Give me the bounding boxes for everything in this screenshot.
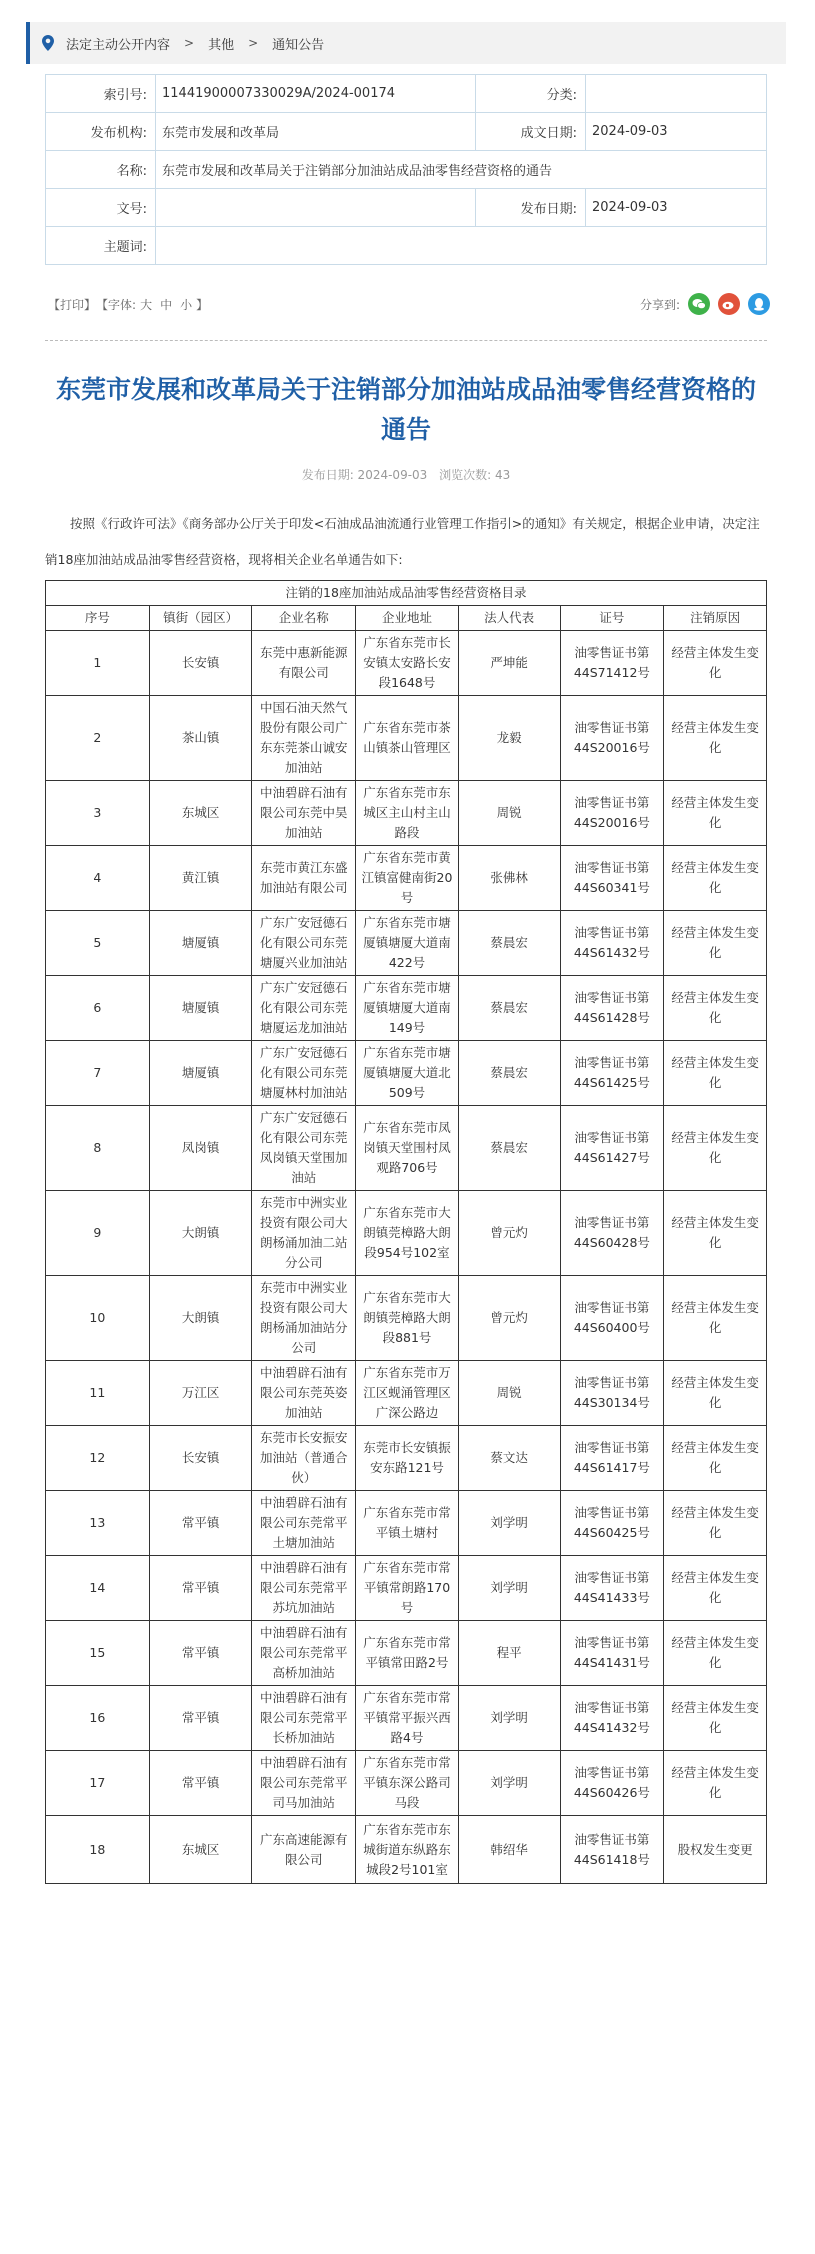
cell-town: 塘厦镇 — [149, 1041, 252, 1106]
table-row — [46, 1191, 767, 1276]
location-pin-icon — [42, 35, 54, 51]
font-large-button[interactable]: 大 — [140, 297, 153, 312]
cell-legal-rep: 刘学明 — [458, 1491, 560, 1556]
cell-seq: 5 — [46, 911, 150, 976]
created-date-value: 2024-09-03 — [586, 113, 767, 151]
cell-town: 万江区 — [149, 1361, 252, 1426]
cell-company: 东莞中惠新能源有限公司 — [252, 631, 356, 696]
cell-address: 广东省东莞市大朗镇莞樟路大朗段881号 — [356, 1276, 459, 1361]
cell-reason: 经营主体发生变化 — [664, 1426, 767, 1491]
cell-reason: 经营主体发生变化 — [664, 1556, 767, 1621]
breadcrumb-link-public-content[interactable]: 法定主动公开内容 — [66, 37, 171, 53]
header-license: 证号 — [560, 606, 664, 631]
cell-license: 油零售证书第44S60400号 — [560, 1276, 664, 1361]
revocation-table — [45, 580, 767, 1884]
cell-license: 油零售证书第44S60425号 — [560, 1491, 664, 1556]
cell-reason: 经营主体发生变化 — [664, 1276, 767, 1361]
cell-license: 油零售证书第44S61432号 — [560, 911, 664, 976]
cell-reason: 经营主体发生变化 — [664, 846, 767, 911]
table-row — [46, 1816, 767, 1884]
cell-seq: 18 — [46, 1816, 150, 1884]
category-value — [586, 75, 767, 113]
cell-license: 油零售证书第44S61418号 — [560, 1816, 664, 1884]
cell-seq: 2 — [46, 696, 150, 781]
table-row — [46, 1491, 767, 1556]
qq-share-icon[interactable] — [748, 293, 770, 315]
cell-legal-rep: 张佛林 — [458, 846, 560, 911]
cell-town: 常平镇 — [149, 1556, 252, 1621]
cell-license: 油零售证书第44S60426号 — [560, 1751, 664, 1816]
cell-seq: 8 — [46, 1106, 150, 1191]
header-legal-rep: 法人代表 — [458, 606, 560, 631]
chevron-right-icon: > — [248, 36, 259, 50]
cell-address: 广东省东莞市大朗镇莞樟路大朗段954号102室 — [356, 1191, 459, 1276]
table-row — [46, 1686, 767, 1751]
cell-town: 塘厦镇 — [149, 911, 252, 976]
cell-legal-rep: 韩绍华 — [458, 1816, 560, 1884]
article-publish-date: 发布日期: 2024-09-03 — [301, 468, 428, 482]
cell-reason: 经营主体发生变化 — [664, 1686, 767, 1751]
breadcrumb-link-other[interactable]: 其他 — [208, 37, 235, 53]
cell-license: 油零售证书第44S20016号 — [560, 696, 664, 781]
cell-legal-rep: 刘学明 — [458, 1751, 560, 1816]
cell-legal-rep: 周锐 — [458, 1361, 560, 1426]
cell-reason: 经营主体发生变化 — [664, 696, 767, 781]
index-label: 索引号: — [46, 75, 156, 113]
article-pubinfo — [45, 466, 767, 483]
cell-legal-rep: 蔡晨宏 — [458, 911, 560, 976]
cell-seq: 10 — [46, 1276, 150, 1361]
cell-reason: 经营主体发生变化 — [664, 781, 767, 846]
cell-company: 东莞市黄江东盛加油站有限公司 — [252, 846, 356, 911]
cell-legal-rep: 曾元灼 — [458, 1276, 560, 1361]
font-medium-button[interactable]: 中 — [160, 297, 173, 312]
cell-reason: 经营主体发生变化 — [664, 1106, 767, 1191]
divider — [45, 340, 767, 341]
subject-value — [156, 227, 767, 265]
chevron-right-icon: > — [184, 36, 195, 50]
cell-address: 广东省东莞市塘厦镇塘厦大道南149号 — [356, 976, 459, 1041]
cell-legal-rep: 龙毅 — [458, 696, 560, 781]
cell-seq: 1 — [46, 631, 150, 696]
font-size-prefix: 【字体: — [96, 297, 137, 312]
doc-number-value — [156, 189, 476, 227]
cell-company: 东莞市中洲实业投资有限公司大朗杨涌加油站分公司 — [252, 1276, 356, 1361]
cell-license: 油零售证书第44S60428号 — [560, 1191, 664, 1276]
publisher-value: 东莞市发展和改革局 — [156, 113, 476, 151]
cell-company: 广东广安冠德石化有限公司东莞凤岗镇天堂围加油站 — [252, 1106, 356, 1191]
cell-address: 广东省东莞市常平镇土塘村 — [356, 1491, 459, 1556]
cell-reason: 经营主体发生变化 — [664, 1191, 767, 1276]
cell-company: 广东广安冠德石化有限公司东莞塘厦林村加油站 — [252, 1041, 356, 1106]
cell-company: 中油碧辟石油有限公司东莞常平高桥加油站 — [252, 1621, 356, 1686]
article-toolbar — [48, 292, 770, 316]
header-company: 企业名称 — [252, 606, 356, 631]
cell-legal-rep: 蔡晨宏 — [458, 1106, 560, 1191]
cell-town: 常平镇 — [149, 1686, 252, 1751]
cell-license: 油零售证书第44S61427号 — [560, 1106, 664, 1191]
publisher-label: 发布机构: — [46, 113, 156, 151]
cell-address: 广东省东莞市凤岗镇天堂围村凤观路706号 — [356, 1106, 459, 1191]
table-row — [46, 911, 767, 976]
header-town: 镇街（园区） — [149, 606, 252, 631]
cell-company: 东莞市长安振安加油站（普通合伙） — [252, 1426, 356, 1491]
publish-date-value: 2024-09-03 — [586, 189, 767, 227]
publish-date-label: 发布日期: — [476, 189, 586, 227]
cell-seq: 17 — [46, 1751, 150, 1816]
cell-reason: 经营主体发生变化 — [664, 1491, 767, 1556]
cell-seq: 11 — [46, 1361, 150, 1426]
header-reason: 注销原因 — [664, 606, 767, 631]
cell-license: 油零售证书第44S60341号 — [560, 846, 664, 911]
cell-town: 长安镇 — [149, 1426, 252, 1491]
header-address: 企业地址 — [356, 606, 459, 631]
cell-license: 油零售证书第44S71412号 — [560, 631, 664, 696]
article-intro: 按照《行政许可法》《商务部办公厅关于印发<石油成品油流通行业管理工作指引>的通知》有关规定，根据企业申请，决定注销18座加油站成品油零售经营资格，现将相关企业名单通告如下: — [45, 516, 760, 567]
cell-seq: 9 — [46, 1191, 150, 1276]
cell-company: 中油碧辟石油有限公司东莞常平苏坑加油站 — [252, 1556, 356, 1621]
cell-town: 常平镇 — [149, 1621, 252, 1686]
cell-seq: 4 — [46, 846, 150, 911]
font-size-suffix: 】 — [196, 297, 209, 312]
article-view-count: 浏览次数: 43 — [439, 468, 511, 482]
cell-seq: 3 — [46, 781, 150, 846]
cell-reason: 股权发生变更 — [664, 1816, 767, 1884]
cell-address: 广东省东莞市常平镇常朗路170号 — [356, 1556, 459, 1621]
cell-legal-rep: 程平 — [458, 1621, 560, 1686]
cell-reason: 经营主体发生变化 — [664, 631, 767, 696]
table-row — [46, 781, 767, 846]
doc-number-label: 文号: — [46, 189, 156, 227]
cell-town: 长安镇 — [149, 631, 252, 696]
cell-address: 广东省东莞市常平镇东深公路司马段 — [356, 1751, 459, 1816]
name-label: 名称: — [46, 151, 156, 189]
cell-seq: 15 — [46, 1621, 150, 1686]
cell-legal-rep: 蔡晨宏 — [458, 1041, 560, 1106]
table-header-row — [46, 606, 767, 631]
cell-town: 凤岗镇 — [149, 1106, 252, 1191]
cell-seq: 14 — [46, 1556, 150, 1621]
table-row — [46, 1106, 767, 1191]
category-label: 分类: — [476, 75, 586, 113]
cell-reason: 经营主体发生变化 — [664, 976, 767, 1041]
header-seq: 序号 — [46, 606, 150, 631]
font-small-button[interactable]: 小 — [180, 297, 193, 312]
cell-address: 广东省东莞市东城街道东纵路东城段2号101室 — [356, 1816, 459, 1884]
cell-license: 油零售证书第44S61417号 — [560, 1426, 664, 1491]
table-row — [46, 1426, 767, 1491]
cell-town: 常平镇 — [149, 1491, 252, 1556]
table-row — [46, 1621, 767, 1686]
cell-address: 广东省东莞市塘厦镇塘厦大道北509号 — [356, 1041, 459, 1106]
name-value: 东莞市发展和改革局关于注销部分加油站成品油零售经营资格的通告 — [156, 151, 767, 189]
cell-seq: 12 — [46, 1426, 150, 1491]
table-row — [46, 1041, 767, 1106]
cell-address: 广东省东莞市常平镇常平振兴西路4号 — [356, 1686, 459, 1751]
cell-address: 广东省东莞市万江区蚬涌管理区广深公路边 — [356, 1361, 459, 1426]
cell-seq: 7 — [46, 1041, 150, 1106]
subject-label: 主题词: — [46, 227, 156, 265]
cell-license: 油零售证书第44S41432号 — [560, 1686, 664, 1751]
table-row — [46, 976, 767, 1041]
cell-town: 黄江镇 — [149, 846, 252, 911]
table-row — [46, 1556, 767, 1621]
cell-company: 广东高速能源有限公司 — [252, 1816, 356, 1884]
cell-company: 东莞市中洲实业投资有限公司大朗杨涌加油二站分公司 — [252, 1191, 356, 1276]
cell-address: 广东省东莞市长安镇太安路长安段1648号 — [356, 631, 459, 696]
cell-company: 广东广安冠德石化有限公司东莞塘厦运龙加油站 — [252, 976, 356, 1041]
breadcrumb-link-notices[interactable]: 通知公告 — [272, 37, 325, 53]
document-meta-table — [45, 74, 767, 265]
cell-company: 中油碧辟石油有限公司东莞常平土塘加油站 — [252, 1491, 356, 1556]
cell-company: 广东广安冠德石化有限公司东莞塘厦兴业加油站 — [252, 911, 356, 976]
cell-reason: 经营主体发生变化 — [664, 1041, 767, 1106]
cell-address: 广东省东莞市常平镇常田路2号 — [356, 1621, 459, 1686]
cell-license: 油零售证书第44S61425号 — [560, 1041, 664, 1106]
cell-address: 东莞市长安镇振安东路121号 — [356, 1426, 459, 1491]
cell-legal-rep: 蔡晨宏 — [458, 976, 560, 1041]
share-label: 分享到: — [639, 297, 680, 312]
cell-license: 油零售证书第44S20016号 — [560, 781, 664, 846]
cell-company: 中国石油天然气股份有限公司广东东莞茶山诚安加油站 — [252, 696, 356, 781]
breadcrumb — [26, 22, 786, 64]
table-row — [46, 846, 767, 911]
table-row — [46, 1276, 767, 1361]
cell-seq: 6 — [46, 976, 150, 1041]
cell-town: 常平镇 — [149, 1751, 252, 1816]
cell-town: 东城区 — [149, 781, 252, 846]
cell-address: 广东省东莞市塘厦镇塘厦大道南422号 — [356, 911, 459, 976]
weibo-share-icon[interactable] — [718, 293, 740, 315]
cell-reason: 经营主体发生变化 — [664, 1621, 767, 1686]
cell-town: 大朗镇 — [149, 1276, 252, 1361]
cell-license: 油零售证书第44S61428号 — [560, 976, 664, 1041]
cell-reason: 经营主体发生变化 — [664, 1751, 767, 1816]
cell-license: 油零售证书第44S30134号 — [560, 1361, 664, 1426]
cell-seq: 16 — [46, 1686, 150, 1751]
share-bar — [640, 293, 770, 315]
wechat-share-icon[interactable] — [688, 293, 710, 315]
cell-address: 广东省东莞市黄江镇富健南街20号 — [356, 846, 459, 911]
cell-company: 中油碧辟石油有限公司东莞常平长桥加油站 — [252, 1686, 356, 1751]
cell-license: 油零售证书第44S41433号 — [560, 1556, 664, 1621]
cell-legal-rep: 蔡文达 — [458, 1426, 560, 1491]
cell-company: 中油碧辟石油有限公司东莞中昊加油站 — [252, 781, 356, 846]
cell-address: 广东省东莞市东城区主山村主山路段 — [356, 781, 459, 846]
cell-seq: 13 — [46, 1491, 150, 1556]
cell-reason: 经营主体发生变化 — [664, 911, 767, 976]
table-row — [46, 1751, 767, 1816]
cell-reason: 经营主体发生变化 — [664, 1361, 767, 1426]
created-date-label: 成文日期: — [476, 113, 586, 151]
cell-legal-rep: 刘学明 — [458, 1686, 560, 1751]
cell-address: 广东省东莞市茶山镇茶山管理区 — [356, 696, 459, 781]
table-row — [46, 631, 767, 696]
table-row — [46, 1361, 767, 1426]
cell-company: 中油碧辟石油有限公司东莞英姿加油站 — [252, 1361, 356, 1426]
cell-company: 中油碧辟石油有限公司东莞常平司马加油站 — [252, 1751, 356, 1816]
cell-legal-rep: 曾元灼 — [458, 1191, 560, 1276]
article-title: 东莞市发展和改革局关于注销部分加油站成品油零售经营资格的通告 — [55, 375, 756, 444]
cell-legal-rep: 严坤能 — [458, 631, 560, 696]
table-caption: 注销的18座加油站成品油零售经营资格目录 — [46, 581, 767, 606]
print-button[interactable]: 【打印】 — [48, 297, 97, 312]
cell-legal-rep: 周锐 — [458, 781, 560, 846]
cell-town: 大朗镇 — [149, 1191, 252, 1276]
cell-town: 东城区 — [149, 1816, 252, 1884]
index-value: 11441900007330029A/2024-00174 — [156, 75, 476, 113]
cell-town: 茶山镇 — [149, 696, 252, 781]
cell-license: 油零售证书第44S41431号 — [560, 1621, 664, 1686]
cell-legal-rep: 刘学明 — [458, 1556, 560, 1621]
cell-town: 塘厦镇 — [149, 976, 252, 1041]
table-row — [46, 696, 767, 781]
font-size-control — [96, 296, 208, 313]
